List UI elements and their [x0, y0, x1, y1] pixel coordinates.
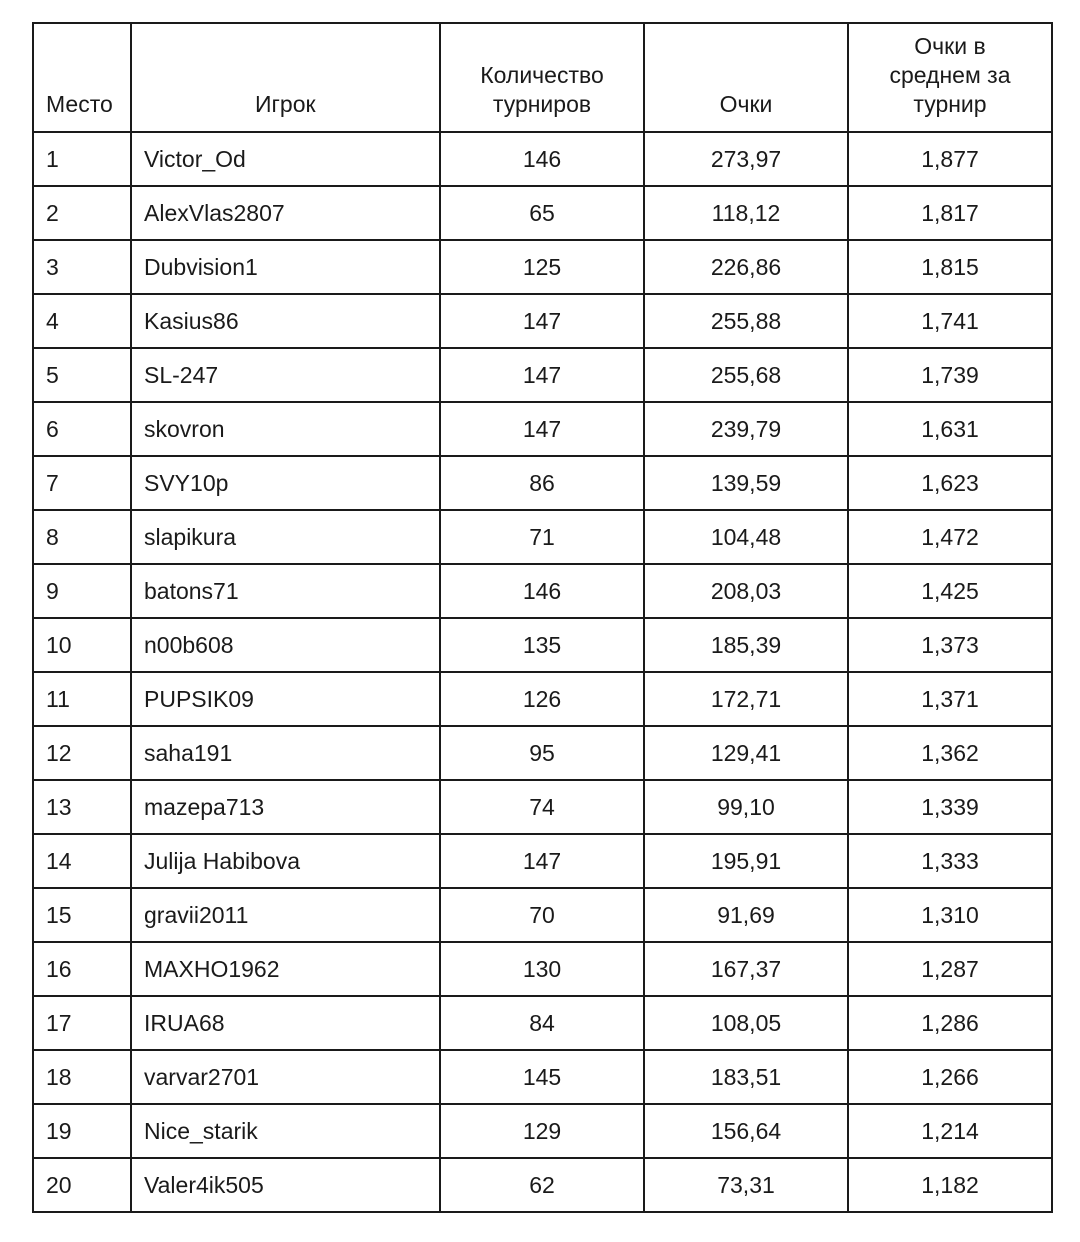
player-cell: AlexVlas2807: [131, 186, 440, 240]
tournaments-cell: 135: [440, 618, 644, 672]
player-cell: varvar2701: [131, 1050, 440, 1104]
table-body: [33, 132, 1052, 1212]
points-cell: 172,71: [644, 672, 848, 726]
avg-points-cell: 1,214: [848, 1104, 1052, 1158]
tournaments-cell: 125: [440, 240, 644, 294]
player-cell: Victor_Od: [131, 132, 440, 186]
table-row: [33, 780, 1052, 834]
avg-points-cell: 1,373: [848, 618, 1052, 672]
rank-cell: 9: [33, 564, 131, 618]
player-cell: MAXHO1962: [131, 942, 440, 996]
rank-cell: 3: [33, 240, 131, 294]
avg-points-cell: 1,310: [848, 888, 1052, 942]
avg-points-cell: 1,362: [848, 726, 1052, 780]
tournaments-cell: 65: [440, 186, 644, 240]
avg-points-cell: 1,817: [848, 186, 1052, 240]
rank-cell: 8: [33, 510, 131, 564]
avg-points-cell: 1,182: [848, 1158, 1052, 1212]
header-avg-points: Очки в среднем за турнир: [848, 23, 1052, 132]
rank-cell: 20: [33, 1158, 131, 1212]
avg-points-cell: 1,287: [848, 942, 1052, 996]
tournaments-cell: 70: [440, 888, 644, 942]
tournaments-cell: 146: [440, 564, 644, 618]
rank-cell: 11: [33, 672, 131, 726]
points-cell: 226,86: [644, 240, 848, 294]
table-row: [33, 942, 1052, 996]
avg-points-cell: 1,623: [848, 456, 1052, 510]
tournaments-cell: 146: [440, 132, 644, 186]
player-cell: Dubvision1: [131, 240, 440, 294]
player-cell: Kasius86: [131, 294, 440, 348]
table-row: [33, 402, 1052, 456]
points-cell: 239,79: [644, 402, 848, 456]
avg-points-cell: 1,425: [848, 564, 1052, 618]
rank-cell: 5: [33, 348, 131, 402]
avg-points-cell: 1,371: [848, 672, 1052, 726]
avg-points-cell: 1,739: [848, 348, 1052, 402]
avg-points-cell: 1,266: [848, 1050, 1052, 1104]
tournaments-cell: 86: [440, 456, 644, 510]
tournaments-cell: 84: [440, 996, 644, 1050]
table-row: [33, 1104, 1052, 1158]
rank-cell: 14: [33, 834, 131, 888]
player-cell: Nice_starik: [131, 1104, 440, 1158]
rank-cell: 7: [33, 456, 131, 510]
points-cell: 167,37: [644, 942, 848, 996]
player-cell: SVY10p: [131, 456, 440, 510]
table-row: [33, 294, 1052, 348]
player-cell: gravii2011: [131, 888, 440, 942]
player-cell: Julija Habibova: [131, 834, 440, 888]
points-cell: 139,59: [644, 456, 848, 510]
table-row: [33, 1158, 1052, 1212]
points-cell: 108,05: [644, 996, 848, 1050]
points-cell: 255,88: [644, 294, 848, 348]
table-row: [33, 996, 1052, 1050]
table-row: [33, 888, 1052, 942]
player-cell: mazepa713: [131, 780, 440, 834]
rank-cell: 6: [33, 402, 131, 456]
header-row: [33, 23, 1052, 132]
tournaments-cell: 147: [440, 348, 644, 402]
rank-cell: 16: [33, 942, 131, 996]
tournaments-cell: 62: [440, 1158, 644, 1212]
points-cell: 255,68: [644, 348, 848, 402]
avg-points-cell: 1,339: [848, 780, 1052, 834]
tournaments-cell: 126: [440, 672, 644, 726]
points-cell: 104,48: [644, 510, 848, 564]
header-player: Игрок: [131, 23, 440, 132]
table-row: [33, 240, 1052, 294]
avg-points-cell: 1,333: [848, 834, 1052, 888]
rank-cell: 19: [33, 1104, 131, 1158]
header-rank: Место: [33, 23, 131, 132]
player-cell: PUPSIK09: [131, 672, 440, 726]
table-row: [33, 1050, 1052, 1104]
avg-points-cell: 1,286: [848, 996, 1052, 1050]
rank-cell: 12: [33, 726, 131, 780]
tournaments-cell: 147: [440, 294, 644, 348]
points-cell: 73,31: [644, 1158, 848, 1212]
tournaments-cell: 147: [440, 834, 644, 888]
player-cell: Valer4ik505: [131, 1158, 440, 1212]
avg-points-cell: 1,741: [848, 294, 1052, 348]
rank-cell: 13: [33, 780, 131, 834]
rank-cell: 1: [33, 132, 131, 186]
table-row: [33, 672, 1052, 726]
tournaments-cell: 74: [440, 780, 644, 834]
table-row: [33, 456, 1052, 510]
tournaments-cell: 71: [440, 510, 644, 564]
rank-cell: 17: [33, 996, 131, 1050]
points-cell: 91,69: [644, 888, 848, 942]
tournaments-cell: 95: [440, 726, 644, 780]
points-cell: 273,97: [644, 132, 848, 186]
tournaments-cell: 130: [440, 942, 644, 996]
player-cell: n00b608: [131, 618, 440, 672]
table-row: [33, 510, 1052, 564]
points-cell: 185,39: [644, 618, 848, 672]
table-row: [33, 726, 1052, 780]
avg-points-cell: 1,815: [848, 240, 1052, 294]
points-cell: 118,12: [644, 186, 848, 240]
points-cell: 156,64: [644, 1104, 848, 1158]
avg-points-cell: 1,472: [848, 510, 1052, 564]
points-cell: 208,03: [644, 564, 848, 618]
points-cell: 129,41: [644, 726, 848, 780]
table-row: [33, 132, 1052, 186]
table-row: [33, 834, 1052, 888]
points-cell: 99,10: [644, 780, 848, 834]
avg-points-cell: 1,631: [848, 402, 1052, 456]
player-cell: saha191: [131, 726, 440, 780]
table-row: [33, 348, 1052, 402]
player-cell: SL-247: [131, 348, 440, 402]
header-points: Очки: [644, 23, 848, 132]
rank-cell: 15: [33, 888, 131, 942]
player-cell: batons71: [131, 564, 440, 618]
avg-points-cell: 1,877: [848, 132, 1052, 186]
points-cell: 183,51: [644, 1050, 848, 1104]
tournaments-cell: 129: [440, 1104, 644, 1158]
points-cell: 195,91: [644, 834, 848, 888]
player-cell: slapikura: [131, 510, 440, 564]
player-cell: IRUA68: [131, 996, 440, 1050]
standings-table: [32, 22, 1053, 1213]
rank-cell: 10: [33, 618, 131, 672]
player-cell: skovron: [131, 402, 440, 456]
table-row: [33, 564, 1052, 618]
rank-cell: 4: [33, 294, 131, 348]
rank-cell: 18: [33, 1050, 131, 1104]
header-tournaments: Количество турниров: [440, 23, 644, 132]
table-row: [33, 186, 1052, 240]
table-row: [33, 618, 1052, 672]
tournaments-cell: 145: [440, 1050, 644, 1104]
tournaments-cell: 147: [440, 402, 644, 456]
rank-cell: 2: [33, 186, 131, 240]
